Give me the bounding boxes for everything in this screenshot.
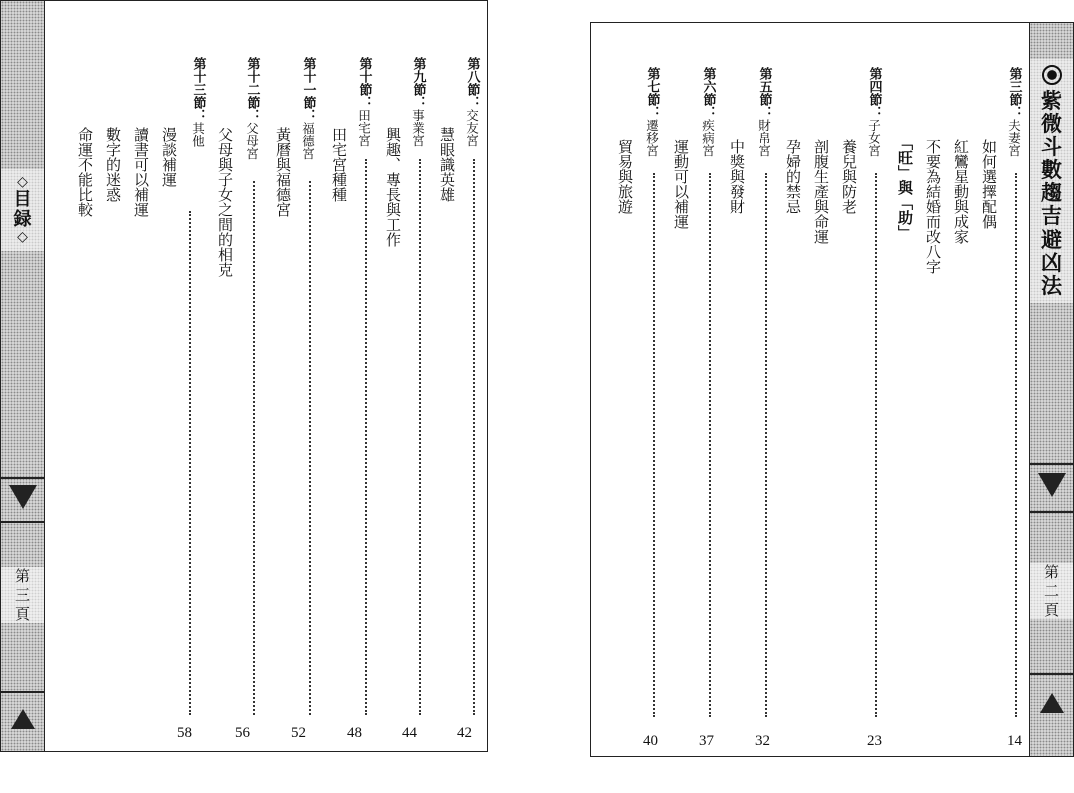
page-marker: 第 二 頁	[1030, 563, 1073, 619]
leader-dots	[473, 159, 475, 715]
leader-dots	[253, 181, 255, 715]
leader-dots	[189, 211, 191, 715]
toc-subtopic: 「旺」與「助」	[896, 135, 914, 240]
toc-page-number: 48	[347, 725, 362, 741]
toc-subtopic: 紅鸞星動與成家	[952, 139, 970, 244]
toc-subtopic: 養兒與防老	[840, 139, 858, 214]
toc-page-left	[0, 0, 488, 752]
circle-emblem-icon	[1042, 65, 1062, 85]
toc-subtopic: 興趣、專長與工作	[384, 127, 402, 247]
toc-subtopic: 貿易與旅遊	[616, 139, 634, 214]
page-up-arrow-icon[interactable]	[11, 709, 35, 729]
toc-subtopic: 剖腹生產與命運	[812, 139, 830, 244]
page-up-arrow-icon[interactable]	[1040, 693, 1064, 713]
book-title: 紫 微 斗 數 趨 吉 避 凶 法	[1030, 59, 1073, 303]
toc-subtopic: 漫談補運	[160, 127, 178, 187]
toc-subtopic: 黃曆與福德宮	[274, 127, 292, 217]
toc-subtopic: 如何選擇配偶	[980, 139, 998, 229]
leader-dots	[653, 173, 655, 717]
page-down-arrow-icon[interactable]	[1038, 473, 1066, 497]
toc-page-number: 42	[457, 725, 472, 741]
toc-subtopic: 命運不能比較	[76, 127, 94, 217]
toc-page-number: 14	[1007, 733, 1022, 749]
left-side-band	[1, 1, 45, 751]
diamond-icon: ◇	[17, 228, 28, 245]
leader-dots	[1015, 173, 1017, 717]
leader-dots	[709, 173, 711, 717]
page-marker: 第 三 頁	[1, 567, 44, 623]
toc-section-heading: 第六節：疾病宮	[700, 67, 716, 157]
toc-subtopic: 不要為結婚而改八字	[924, 139, 942, 274]
page-down-arrow-icon[interactable]	[9, 485, 37, 509]
toc-section-heading: 第九節：事業宮	[410, 57, 426, 147]
toc-section-heading: 第十三節：其他	[190, 57, 206, 147]
leader-dots	[309, 181, 311, 715]
toc-page-number: 32	[755, 733, 770, 749]
toc-section-heading: 第十一節：福德宮	[300, 57, 316, 160]
toc-section-heading: 第七節：遷移宮	[644, 67, 660, 157]
toc-page-number: 58	[177, 725, 192, 741]
toc-page-number: 56	[235, 725, 250, 741]
toc-page-number: 52	[291, 725, 306, 741]
toc-page-number: 37	[699, 733, 714, 749]
toc-section-heading: 第十節：田宅宮	[356, 57, 372, 147]
leader-dots	[365, 159, 367, 715]
toc-page-number: 23	[867, 733, 882, 749]
toc-section-heading: 第八節：交友宮	[464, 57, 480, 147]
toc-section-heading: 第三節：夫妻宮	[1006, 67, 1022, 157]
toc-page-number: 40	[643, 733, 658, 749]
leader-dots	[765, 173, 767, 717]
toc-subtopic: 孕婦的禁忌	[784, 139, 802, 214]
toc-page-number: 44	[402, 725, 417, 741]
toc-section-heading: 第十二節：父母宮	[244, 57, 260, 160]
leader-dots	[875, 173, 877, 717]
toc-subtopic: 田宅宮種種	[330, 127, 348, 202]
band-title: ◇ 目 録 ◇	[1, 169, 44, 251]
diamond-icon: ◇	[17, 174, 28, 190]
toc-subtopic: 數字的迷惑	[104, 127, 122, 202]
toc-subtopic: 讀書可以補運	[132, 127, 150, 217]
toc-subtopic: 運動可以補運	[672, 139, 690, 229]
toc-subtopic: 慧眼識英雄	[438, 127, 456, 202]
toc-section-heading: 第四節：子女宮	[866, 67, 882, 157]
toc-page-right	[590, 22, 1074, 757]
toc-subtopic: 父母與子女之間的相克	[216, 127, 234, 277]
right-side-band	[1029, 23, 1073, 756]
toc-section-heading: 第五節：財帛宮	[756, 67, 772, 157]
leader-dots	[419, 159, 421, 715]
toc-subtopic: 中獎與發財	[728, 139, 746, 214]
